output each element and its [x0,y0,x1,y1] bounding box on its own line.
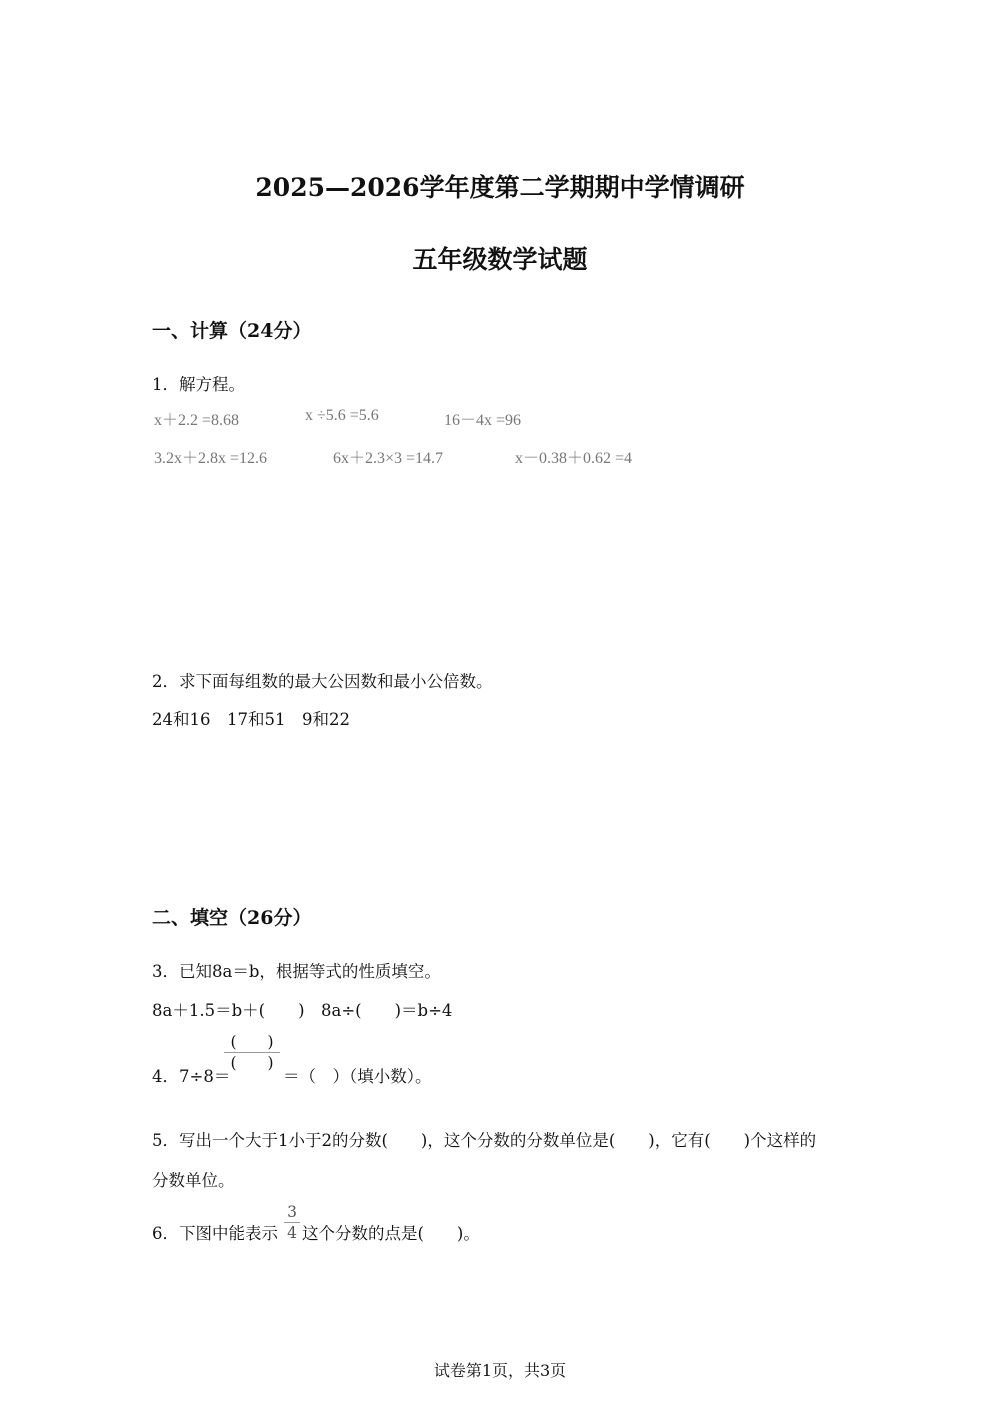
fraction-numerator: 3 [287,1203,297,1221]
question-2-pairs: 24和16 17和51 9和22 [152,710,350,729]
question-5-line-1: 5．写出一个大于1小于2的分数( )，这个分数的分数单位是( )，它有( )个这样的 [152,1131,817,1150]
question-5-line-2: 分数单位。 [152,1171,235,1190]
fraction-denominator: 4 [287,1224,297,1242]
fraction-bar [284,1222,300,1223]
section-1-heading: 一、计算（24分） [152,320,312,342]
question-2-prompt: 2．求下面每组数的最大公因数和最小公倍数。 [152,672,493,691]
fraction-denominator-blank: ( ) [230,1054,274,1072]
exam-subtitle: 五年级数学试题 [412,245,588,274]
question-4-fraction [224,1033,280,1072]
page-footer: 试卷第1页，共3页 [433,1361,567,1380]
question-6-fraction [284,1203,300,1242]
equation-3: 16－4x =96 [444,412,522,429]
question-4-suffix: ＝（ ）（填小数）。 [283,1067,432,1086]
equation-6: x－0.38＋0.62 =4 [515,450,633,467]
fraction-bar [224,1052,280,1053]
section-2-heading: 二、填空（26分） [152,907,312,929]
equation-5: 6x＋2.3×3 =14.7 [333,450,444,467]
fraction-numerator-blank: ( ) [230,1033,274,1051]
question-3-line: 8a＋1.5＝b＋( ) 8a÷( )＝b÷4 [152,1001,453,1020]
exam-title: 2025—2026学年度第二学期期中学情调研 [255,173,745,202]
question-1-prompt: 1．解方程。 [152,375,245,394]
question-3-prompt: 3．已知8a＝b，根据等式的性质填空。 [152,962,441,981]
equation-4: 3.2x＋2.8x =12.6 [154,450,268,467]
question-4-prefix: 4．7÷8＝ [152,1067,231,1086]
question-6-prefix: 6．下图中能表示 [152,1224,278,1243]
question-6-suffix: 这个分数的点是( )。 [302,1224,480,1243]
equation-2: x ÷5.6 =5.6 [305,407,379,424]
equation-1: x＋2.2 =8.68 [154,412,240,429]
